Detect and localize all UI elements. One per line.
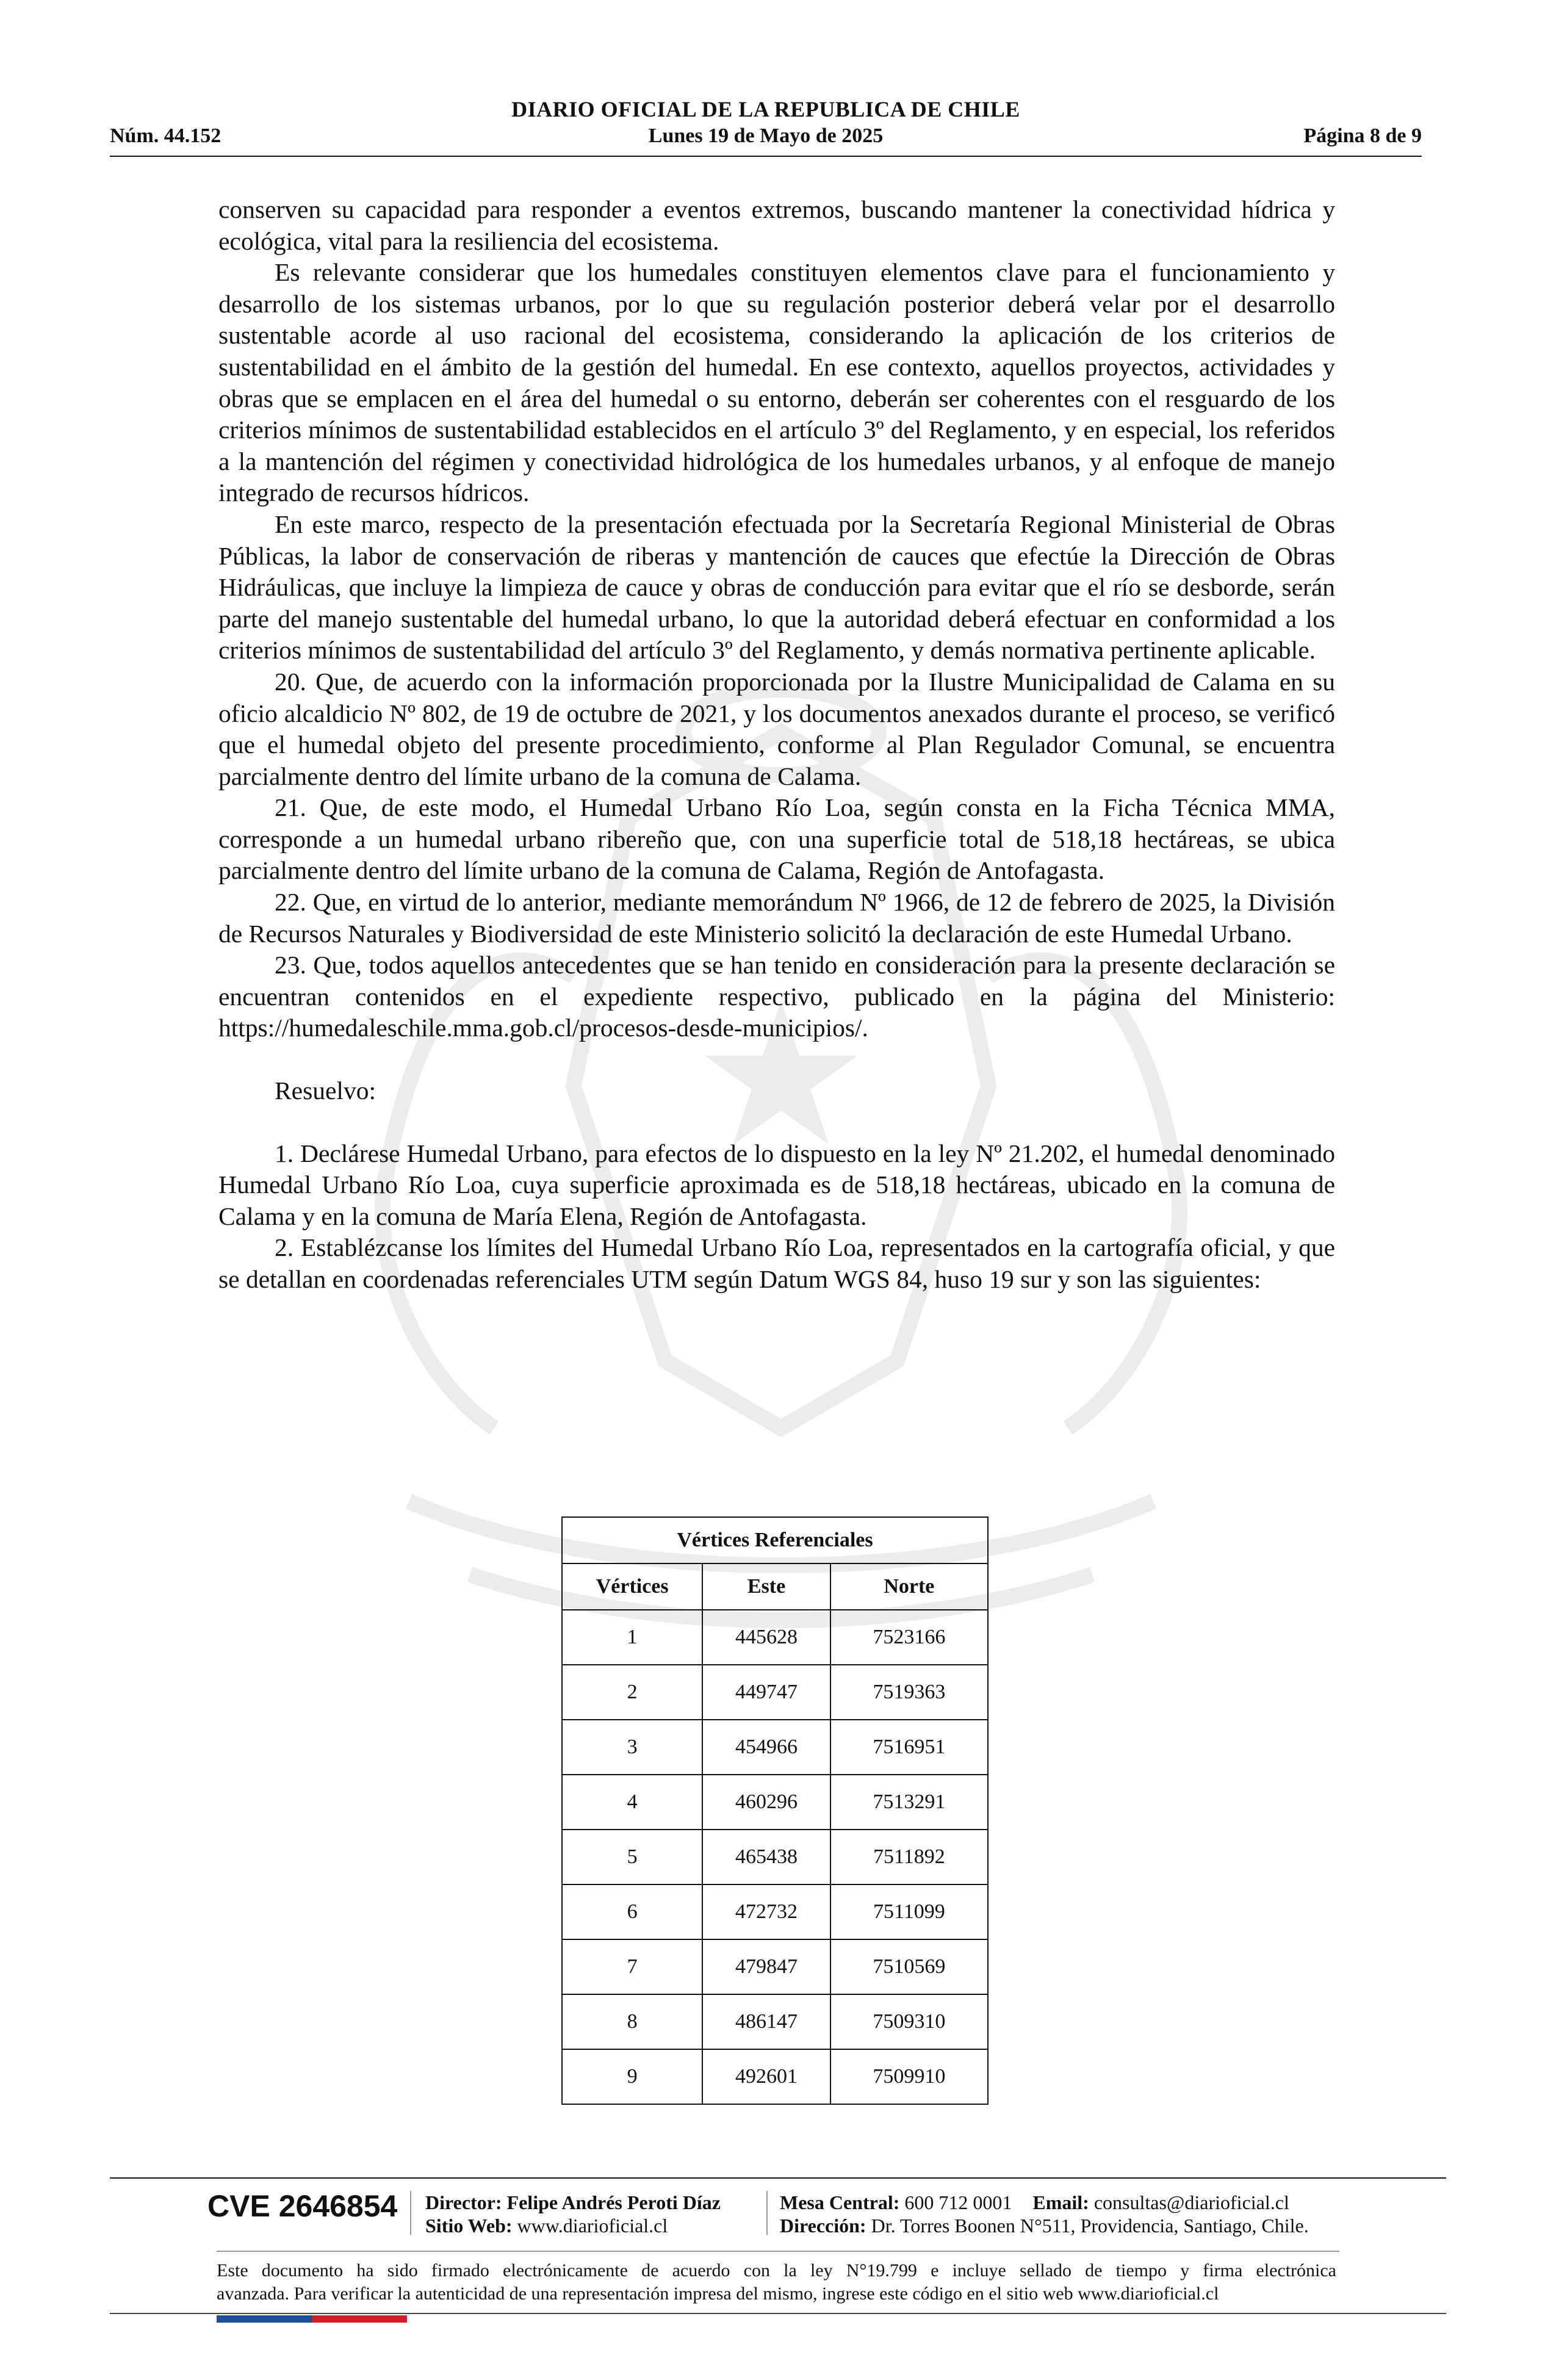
address-line — [780, 2214, 1309, 2237]
norte-cell: 7509910 — [830, 2049, 988, 2104]
issue-number: Núm. 44.152 — [110, 124, 222, 147]
norte-cell: 7516951 — [830, 1720, 988, 1775]
flag-red-band — [312, 2315, 407, 2323]
norte-cell: 7513291 — [830, 1775, 988, 1830]
table-row — [562, 1884, 988, 1939]
norte-cell: 7510569 — [830, 1939, 988, 1994]
table-row — [562, 1939, 988, 1994]
phone-label: Mesa Central: — [780, 2191, 900, 2213]
este-cell: 486147 — [702, 1994, 830, 2049]
paragraph-22: 22. Que, en virtud de lo anterior, mediante memorándum Nº 1966, de 12 de febrero de 2025, la División de Recursos Naturales y Biodiversidad de este Ministerio solicitó la declaración de este Humedal Urbano. — [218, 888, 1335, 948]
column-header-norte: Norte — [830, 1563, 988, 1610]
address-label: Dirección: — [780, 2215, 866, 2237]
table-row — [562, 2049, 988, 2104]
footer-separator — [410, 2191, 411, 2235]
paragraph-21: 21. Que, de este modo, el Humedal Urbano Río Loa, según consta en la Ficha Técnica MMA, corresponde a un humedal urbano ribereño que, con una superficie total de 518,18 hectáreas, se ubica parcialmente dentro del límite urbano de la comuna de Calama, Región de Antofagasta. — [218, 793, 1335, 885]
table-row — [562, 1665, 988, 1720]
resolution-2: 2. Establézcanse los límites del Humedal Urbano Río Loa, representados en la cartografía oficial, y que se detallan en coordenadas referenciales UTM según Datum WGS 84, huso 19 sur y son las siguientes: — [218, 1233, 1335, 1293]
paragraph-20: 20. Que, de acuerdo con la información proporcionada por la Ilustre Municipalidad de Calama en su oficio alcaldicio Nº 802, de 19 de octubre de 2021, y los documentos anexados durante el proceso, se verificó que el humedal objeto del presente procedimiento, conforme al Plan Regulador Comunal, se encuentra parcialmente dentro del límite urbano de la comuna de Calama. — [218, 667, 1335, 790]
este-cell: 454966 — [702, 1720, 830, 1775]
contact-line — [780, 2191, 1309, 2214]
norte-cell: 7519363 — [830, 1665, 988, 1720]
phone-value: 600 712 0001 — [904, 2191, 1012, 2213]
table-row — [562, 1775, 988, 1830]
resolution-1: 1. Declárese Humedal Urbano, para efectos de lo dispuesto en la ley Nº 21.202, el humedal denominado Humedal Urbano Río Loa, cuya superficie aproximada es de 518,18 hectáreas, ubicado en la comuna de Calama y en la comuna de María Elena, Región de Antofagasta. — [218, 1139, 1335, 1230]
vertex-cell: 2 — [562, 1665, 702, 1720]
paragraph: En este marco, respecto de la presentación efectuada por la Secretaría Regional Ministerial de Obras Públicas, la labor de conservación de riberas y mantención de cauces que efectúe la Dirección de Obras Hidráulicas, que incluye la limpieza de cauce y obras de conducción para evitar que el río se desborde, serán parte del manejo sustentable del humedal urbano, lo que la autoridad deberá efectuar en conformidad a los criterios mínimos de sustentabilidad del artículo 3º del Reglamento, y demás normativa pertinente aplicable. — [218, 510, 1335, 665]
norte-cell: 7523166 — [830, 1610, 988, 1665]
flag-stripe — [217, 2315, 407, 2323]
signature-note — [217, 2259, 1336, 2306]
norte-cell: 7511892 — [830, 1830, 988, 1884]
paragraph: Es relevante considerar que los humedales constituyen elementos clave para el funcionamiento y desarrollo de los sistemas urbanos, por lo que su regulación posterior deberá velar por el desarrollo sustentable acorde al uso racional del ecosistema, considerando la aplicación de los criterios de sustentabilidad en el ámbito de la gestión del humedal. En ese contexto, aquellos proyectos, actividades y obras que se emplacen en el área del humedal o su entorno, deberán ser coherentes con el resguardo de los criterios mínimos de sustentabilidad establecidos en el artículo 3º del Reglamento, y en especial, los referidos a la mantención del régimen y conectividad hidrológica de los humedales urbanos, y al enfoque de manejo integrado de recursos hídricos. — [218, 258, 1335, 507]
este-cell: 445628 — [702, 1610, 830, 1665]
email-link[interactable]: consultas@diarioficial.cl — [1093, 2191, 1289, 2213]
website-link[interactable]: www.diarioficial.cl — [517, 2215, 668, 2237]
column-header-este: Este — [702, 1563, 830, 1610]
este-cell: 492601 — [702, 2049, 830, 2104]
header-divider — [110, 156, 1422, 157]
norte-cell: 7511099 — [830, 1884, 988, 1939]
vertex-cell: 7 — [562, 1939, 702, 1994]
vertex-cell: 6 — [562, 1884, 702, 1939]
column-header-vertices: Vértices — [562, 1563, 702, 1610]
footer-separator — [766, 2191, 768, 2235]
este-cell: 449747 — [702, 1665, 830, 1720]
page-header — [110, 96, 1422, 151]
vertex-cell: 1 — [562, 1610, 702, 1665]
cve-code: CVE 2646854 — [207, 2189, 398, 2223]
resuelvo-heading: Resuelvo: — [275, 1076, 376, 1105]
director-name: Director: Felipe Andrés Peroti Díaz — [425, 2191, 721, 2213]
issue-date: Lunes 19 de Mayo de 2025 — [648, 124, 884, 147]
vertex-cell: 4 — [562, 1775, 702, 1830]
signature-note-line: avanzada. Para verificar la autenticidad de una representación impresa del mismo, ingrese este código en el sitio web www.diarioficial.cl — [217, 2284, 1219, 2304]
address-value: Dr. Torres Boonen N°511, Providencia, Santiago, Chile. — [871, 2215, 1309, 2237]
flag-blue-band — [217, 2315, 312, 2323]
website-line — [425, 2214, 721, 2237]
footer-note-divider — [217, 2251, 1339, 2252]
website-label: Sitio Web: — [425, 2215, 513, 2237]
document-body — [218, 194, 1335, 1296]
table-row — [562, 1994, 988, 2049]
page-number: Página 8 de 9 — [1303, 124, 1422, 147]
vertices-table — [561, 1516, 989, 2105]
paragraph: conserven su capacidad para responder a eventos extremos, buscando mantener la conectividad hídrica y ecológica, vital para la resiliencia del ecosistema. — [218, 195, 1335, 255]
footer-bottom-rule — [110, 2313, 1446, 2314]
vertex-cell: 5 — [562, 1830, 702, 1884]
table-row — [562, 1830, 988, 1884]
table-caption: Vértices Referenciales — [562, 1517, 988, 1563]
footer-divider — [110, 2177, 1446, 2179]
este-cell: 479847 — [702, 1939, 830, 1994]
vertex-cell: 9 — [562, 2049, 702, 2104]
este-cell: 465438 — [702, 1830, 830, 1884]
vertex-cell: 8 — [562, 1994, 702, 2049]
publication-title: DIARIO OFICIAL DE LA REPUBLICA DE CHILE — [511, 97, 1020, 121]
paragraph-23: 23. Que, todos aquellos antecedentes que se han tenido en consideración para la presente declaración se encuentran contenidos en el expediente respectivo, publicado en la página del Ministerio: https://humedaleschile.mma.gob.cl/procesos-desde-municipios/. — [218, 951, 1335, 1042]
director-block — [425, 2191, 721, 2237]
norte-cell: 7509310 — [830, 1994, 988, 2049]
este-cell: 472732 — [702, 1884, 830, 1939]
este-cell: 460296 — [702, 1775, 830, 1830]
table-row — [562, 1610, 988, 1665]
table-row — [562, 1720, 988, 1775]
contact-block — [780, 2191, 1309, 2237]
signature-note-line: Este documento ha sido firmado electrónicamente de acuerdo con la ley N°19.799 e incluye sellado de tiempo y firma electrónica — [217, 2260, 1336, 2281]
vertex-cell: 3 — [562, 1720, 702, 1775]
email-label: Email: — [1032, 2191, 1089, 2213]
